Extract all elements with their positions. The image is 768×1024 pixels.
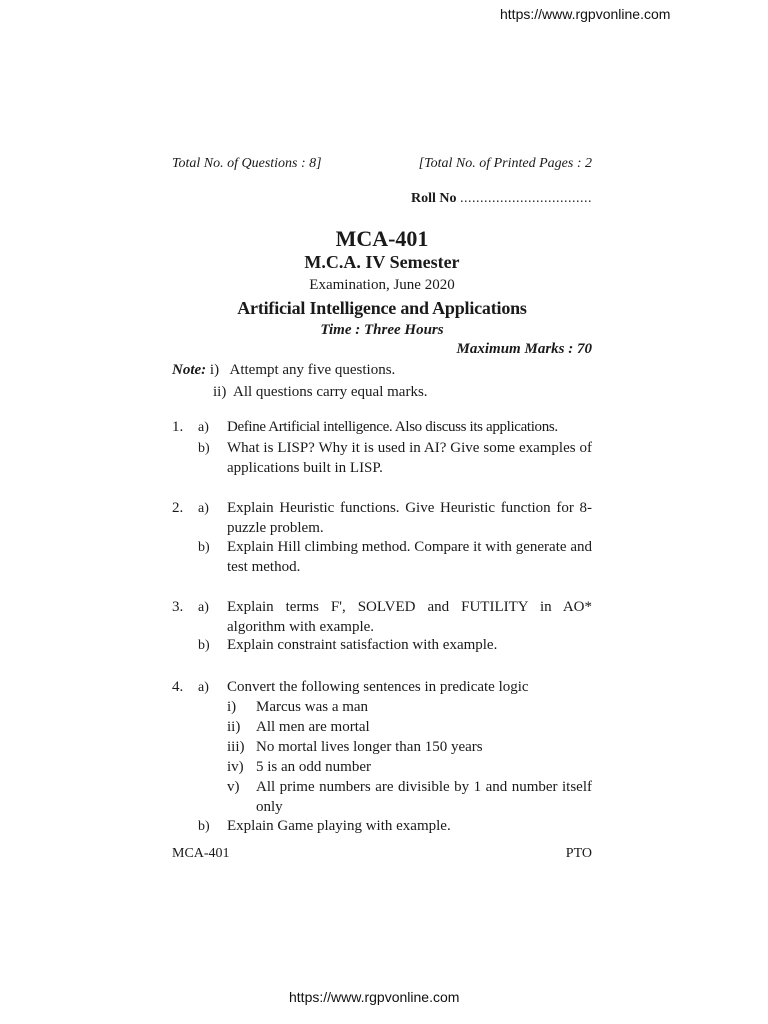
part-text: What is LISP? Why it is used in AI? Give some examples of applications built in LISP. <box>227 440 592 476</box>
question-number: 2. <box>172 500 184 516</box>
exam-session: Examination, June 2020 <box>309 277 455 293</box>
sub-item-text: No mortal lives longer than 150 years <box>256 739 483 755</box>
sub-item-label: v) <box>227 779 240 795</box>
part-text: Explain constraint satisfaction with example. <box>227 637 498 653</box>
sub-item-label: ii) <box>227 719 241 735</box>
part-text: Explain Game playing with example. <box>227 818 451 834</box>
time-allowed: Time : Three Hours <box>320 322 444 338</box>
part-text: Convert the following sentences in predicate logic <box>227 679 529 695</box>
note-label: Note: <box>172 362 207 378</box>
part-label: a) <box>198 680 209 695</box>
note <box>172 359 428 400</box>
printed-pages: [Total No. of Printed Pages : 2 <box>418 156 592 171</box>
total-questions: Total No. of Questions : 8] <box>172 156 322 171</box>
part-label: b) <box>198 540 210 555</box>
bottom-url[interactable]: https://www.rgpvonline.com <box>289 989 460 1005</box>
sub-item-label: i) <box>227 699 237 715</box>
note-item: i) Attempt any five questions. <box>209 362 396 378</box>
part-text: Define Artificial intelligence. Also discuss its applications. <box>227 419 558 435</box>
part-label: a) <box>198 600 209 615</box>
subject-title: Artificial Intelligence and Applications <box>237 298 527 318</box>
sub-item-text: All men are mortal <box>256 719 370 735</box>
note-item: ii) All questions carry equal marks. <box>213 384 428 400</box>
semester: M.C.A. IV Semester <box>304 252 460 272</box>
sub-item-text: 5 is an odd number <box>256 759 371 775</box>
part-label: b) <box>198 441 210 456</box>
part-label: b) <box>198 819 210 834</box>
part-text: Explain Hill climbing method. Compare it with generate and test method. <box>227 539 592 575</box>
roll-number <box>411 191 592 207</box>
part-label: b) <box>198 638 210 653</box>
footer-pto: PTO <box>565 846 592 861</box>
sub-item-text: All prime numbers are divisible by 1 and number itself only <box>256 779 592 815</box>
top-url[interactable]: https://www.rgpvonline.com <box>500 6 671 22</box>
question-number: 1. <box>172 419 184 435</box>
sub-item-label: iv) <box>227 759 244 775</box>
course-code: MCA-401 <box>335 226 429 251</box>
sub-item-text: Marcus was a man <box>256 699 369 715</box>
roll-dots: ................................. <box>460 191 592 206</box>
part-text: Explain Heuristic functions. Give Heuristic function for 8-puzzle problem. <box>227 500 592 536</box>
sub-item-label: iii) <box>227 739 245 755</box>
question-number: 4. <box>172 679 184 695</box>
part-label: a) <box>198 420 209 435</box>
question-number: 3. <box>172 599 184 615</box>
part-label: a) <box>198 501 209 516</box>
max-marks: Maximum Marks : 70 <box>456 341 592 357</box>
part-text: Explain terms F', SOLVED and FUTILITY in AO* algorithm with example. <box>227 599 592 635</box>
roll-label: Roll No <box>411 191 457 206</box>
footer-code: MCA-401 <box>172 846 230 861</box>
